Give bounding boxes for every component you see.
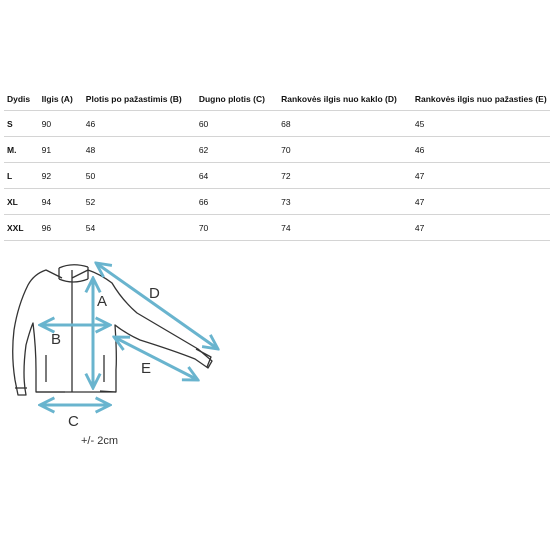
size-cell: XL <box>4 189 39 215</box>
label-e: E <box>141 360 152 377</box>
hem-width-cell: 60 <box>196 111 278 137</box>
size-chart-table <box>4 88 550 241</box>
sleeve-armpit-cell: 45 <box>412 111 550 137</box>
header-hem-width: Dugno plotis (C) <box>196 88 278 111</box>
length-cell: 94 <box>39 189 83 215</box>
label-b: B <box>51 331 62 348</box>
length-cell: 90 <box>39 111 83 137</box>
sleeve-neck-cell: 73 <box>278 189 412 215</box>
table-row <box>4 163 550 189</box>
label-a: A <box>97 293 108 310</box>
size-cell: XXL <box>4 215 39 241</box>
sleeve-neck-cell: 74 <box>278 215 412 241</box>
sleeve-armpit-cell: 47 <box>412 189 550 215</box>
sleeve-armpit-cell: 46 <box>412 137 550 163</box>
arrow-d-sleeve-from-neck <box>96 263 218 349</box>
hem-width-cell: 70 <box>196 215 278 241</box>
header-size: Dydis <box>4 88 39 111</box>
table-row <box>4 111 550 137</box>
sleeve-neck-cell: 68 <box>278 111 412 137</box>
length-cell: 96 <box>39 215 83 241</box>
hem-width-cell: 62 <box>196 137 278 163</box>
sleeve-neck-cell: 70 <box>278 137 412 163</box>
sleeve-armpit-cell: 47 <box>412 215 550 241</box>
chest-width-cell: 52 <box>83 189 196 215</box>
table-header-row <box>4 88 550 111</box>
size-cell: L <box>4 163 39 189</box>
tolerance-note: +/- 2cm <box>81 435 118 447</box>
chest-width-cell: 54 <box>83 215 196 241</box>
hem-width-cell: 64 <box>196 163 278 189</box>
size-cell: M. <box>4 137 39 163</box>
hem-width-cell: 66 <box>196 189 278 215</box>
jacket-measurement-diagram <box>0 250 240 450</box>
header-sleeve-from-neck: Rankovės ilgis nuo kaklo (D) <box>278 88 412 111</box>
table-row <box>4 215 550 241</box>
label-d: D <box>149 285 160 302</box>
chest-width-cell: 48 <box>83 137 196 163</box>
chest-width-cell: 50 <box>83 163 196 189</box>
header-length: Ilgis (A) <box>39 88 83 111</box>
length-cell: 91 <box>39 137 83 163</box>
header-chest-width: Plotis po pažastimis (B) <box>83 88 196 111</box>
measurement-labels <box>51 285 160 447</box>
size-cell: S <box>4 111 39 137</box>
arrow-e-sleeve-from-armpit <box>114 337 198 380</box>
chest-width-cell: 46 <box>83 111 196 137</box>
table-row <box>4 137 550 163</box>
sleeve-neck-cell: 72 <box>278 163 412 189</box>
header-sleeve-from-armpit: Rankovės ilgis nuo pažasties (E) <box>412 88 550 111</box>
table-row <box>4 189 550 215</box>
sleeve-armpit-cell: 47 <box>412 163 550 189</box>
length-cell: 92 <box>39 163 83 189</box>
label-c: C <box>68 413 79 430</box>
jacket-outline <box>13 265 212 395</box>
jacket-collar <box>59 265 88 282</box>
